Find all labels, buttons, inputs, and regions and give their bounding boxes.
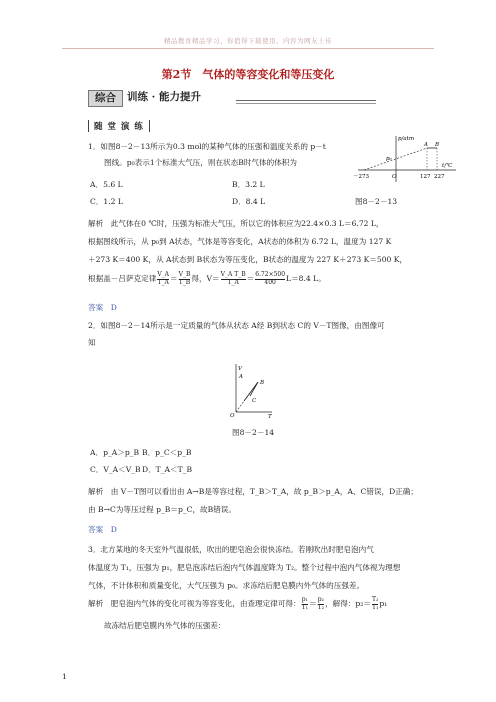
q1-line2: 图线。p₀表示1个标准大气压，则在状态B时气体的体积为	[104, 158, 297, 167]
banner-rule	[236, 100, 376, 101]
q1-ana4-pre: 根据盖－吕萨克定律	[88, 274, 157, 283]
point-b-label: B	[260, 380, 265, 386]
frac-p2-t2: $\frac{\text{p₂}}{\text{T₂}}$	[317, 596, 325, 611]
banner-rule-thin	[236, 103, 376, 104]
q2-line1: 2．如图8－2－14所示是一定质量的气体从状态 A经 B到状态 C的 V－T图像，由图像可	[88, 321, 385, 330]
origin-label: O	[392, 174, 397, 180]
q1-option-d: D．8.4 L	[232, 197, 266, 206]
q1-analysis-1: 解析 此气体在0 ℃时，压强为标准大气压，所以它的体积应为22.4×0.3 L＝6.72 L，	[88, 219, 384, 228]
q1-line1: 1．如图8－2－13所示为0.3 mol的某种气体的压强和温度关系的 p－t	[88, 142, 326, 151]
q2-answer: 答案 D	[88, 525, 117, 534]
frac-va-ta: $\frac{V\_A}{T\_A}$	[157, 271, 170, 286]
q3-ana-mid: ，解得：p₂＝	[325, 599, 371, 608]
path-b-to-c	[250, 382, 258, 396]
q1-pt-graph	[350, 132, 460, 186]
q1-ana4-v: V	[206, 274, 213, 283]
q1-answer: 答案 D	[88, 303, 117, 312]
x-tick-neg273: －273	[353, 174, 369, 180]
q1-option-a: A．5.6 L	[90, 180, 123, 189]
q1-analysis-2: 根据图线所示，从 p₀到 A状态，气体是等容变化，A状态的体积为 6.72 L，温度为 127 K	[88, 237, 392, 246]
t-label: T	[268, 414, 272, 418]
banner-box: 综合	[88, 90, 123, 107]
q2-figure-caption: 图8－2－14	[232, 428, 275, 437]
q1-option-b: B．3.2 L	[232, 180, 265, 189]
q2-line2: 知	[88, 338, 96, 347]
point-b-label: B	[435, 142, 440, 148]
page-title: 第2节 气体的等容变化和等压变化	[161, 68, 335, 81]
q2-analysis-1: 解析 由 V－T图可以看出由 A→B是等容过程，T_B＞T_A，故 p_B＞p_A，A、C错误，D正确；	[88, 487, 418, 496]
q3-line1: 3．北方某地的冬天室外气温很低，吹出的肥皂泡会很快冻结。若刚吹出时肥皂泡内气	[88, 545, 374, 554]
header-rule	[62, 48, 434, 49]
q1-ana4-post: L＝8.4 L。	[286, 274, 326, 283]
banner-text: 训练 · 能力提升	[127, 91, 201, 103]
q3-line3: 气体，不计体积和质量变化，大气压强为 p₀。求冻结后肥皂膜内外气体的压强差。	[88, 581, 365, 590]
p0-label: p₀	[386, 156, 392, 162]
page-number: 1	[62, 672, 67, 681]
q1-analysis-4: 根据盖－吕萨克定律 $\frac{V\_A}{T\_A}$ ＝ $\frac{V\_B}{T\_B}$ 得，V＝ $\frac{\text{V\_A T\_B}}{T\_A}$ ＝ $\frac{6.72\times 500}{400}$ L＝8.4 L。	[88, 271, 326, 286]
section-banner	[88, 90, 201, 106]
v-label: V	[238, 366, 242, 372]
y-label: p/atm	[398, 136, 415, 142]
q2-vt-graph	[228, 360, 274, 418]
q1-figure-caption: 图8－2－13	[355, 197, 398, 206]
q2-option-c: C．V_A＜V_B	[90, 465, 141, 474]
q3-line2: 体温度为 T₁，压强为 p₁，肥皂泡冻结后泡内气体温度降为 T₂。整个过程中泡内气体视为理想	[88, 563, 401, 572]
q1-ana4-mid: 得，	[191, 274, 207, 283]
frac-vatb-ta: $\frac{\text{V\_A T\_B}}{T\_A}$	[220, 271, 246, 286]
header-watermark: 精品教育精品学习、你值得下载使用、内容为网友上传	[164, 37, 332, 45]
section-subtitle: 随 堂 演 练	[88, 120, 150, 132]
q3-analysis: 解析 肥皂泡内气体的变化可视为等容变化，由查理定律可得： $\frac{\text{p₁}}{\text{T₁}}$ ＝ $\frac{\text{p₂}}{\text{T₂}}$ ，解得：p₂＝ $\frac{\text{T₂}}{\text{T₁}}$ p₁	[88, 596, 388, 611]
frac-t2-t1: $\frac{\text{T₂}}{\text{T₁}}$	[371, 596, 379, 611]
frac-p1-t1: $\frac{\text{p₁}}{\text{T₁}}$	[301, 596, 309, 611]
q2-analysis-2: 由 B→C为等压过程 p_B＝p_C，故B错误。	[88, 505, 236, 514]
q1-option-c: C．1.2 L	[90, 197, 123, 206]
x-label: t/℃	[442, 163, 453, 169]
x-tick-127: 127	[420, 174, 431, 180]
isochore-extension	[364, 148, 427, 170]
q3-ana-pre: 解析 肥皂泡内气体的变化可视为等容变化，由查理定律可得：	[88, 599, 301, 608]
q3-analysis-last: 故冻结后肥皂膜内外气体的压强差：	[104, 621, 226, 630]
q2-option-b: B．p_C＜p_B	[142, 448, 192, 457]
q2-option-a: A．p_A＞p_B	[90, 448, 140, 457]
frac-vb-tb: $\frac{V\_B}{T\_B}$	[178, 271, 191, 286]
point-a-label: A	[424, 142, 428, 148]
point-c-label: C	[252, 398, 257, 404]
point-a-label: A	[239, 374, 243, 380]
origin-label: O	[230, 413, 235, 418]
q1-analysis-3: ＋273 K＝400 K，从 A状态到 B状态为等压变化，B状态的温度为 227 K＋273 K＝500 K，	[88, 255, 408, 264]
q3-ana-post: p₁	[379, 599, 388, 608]
x-tick-227: 227	[434, 174, 445, 180]
frac-numeric: $\frac{6.72\times 500}{400}$	[255, 271, 286, 286]
q2-option-d: D．T_A＜T_B	[142, 465, 193, 474]
